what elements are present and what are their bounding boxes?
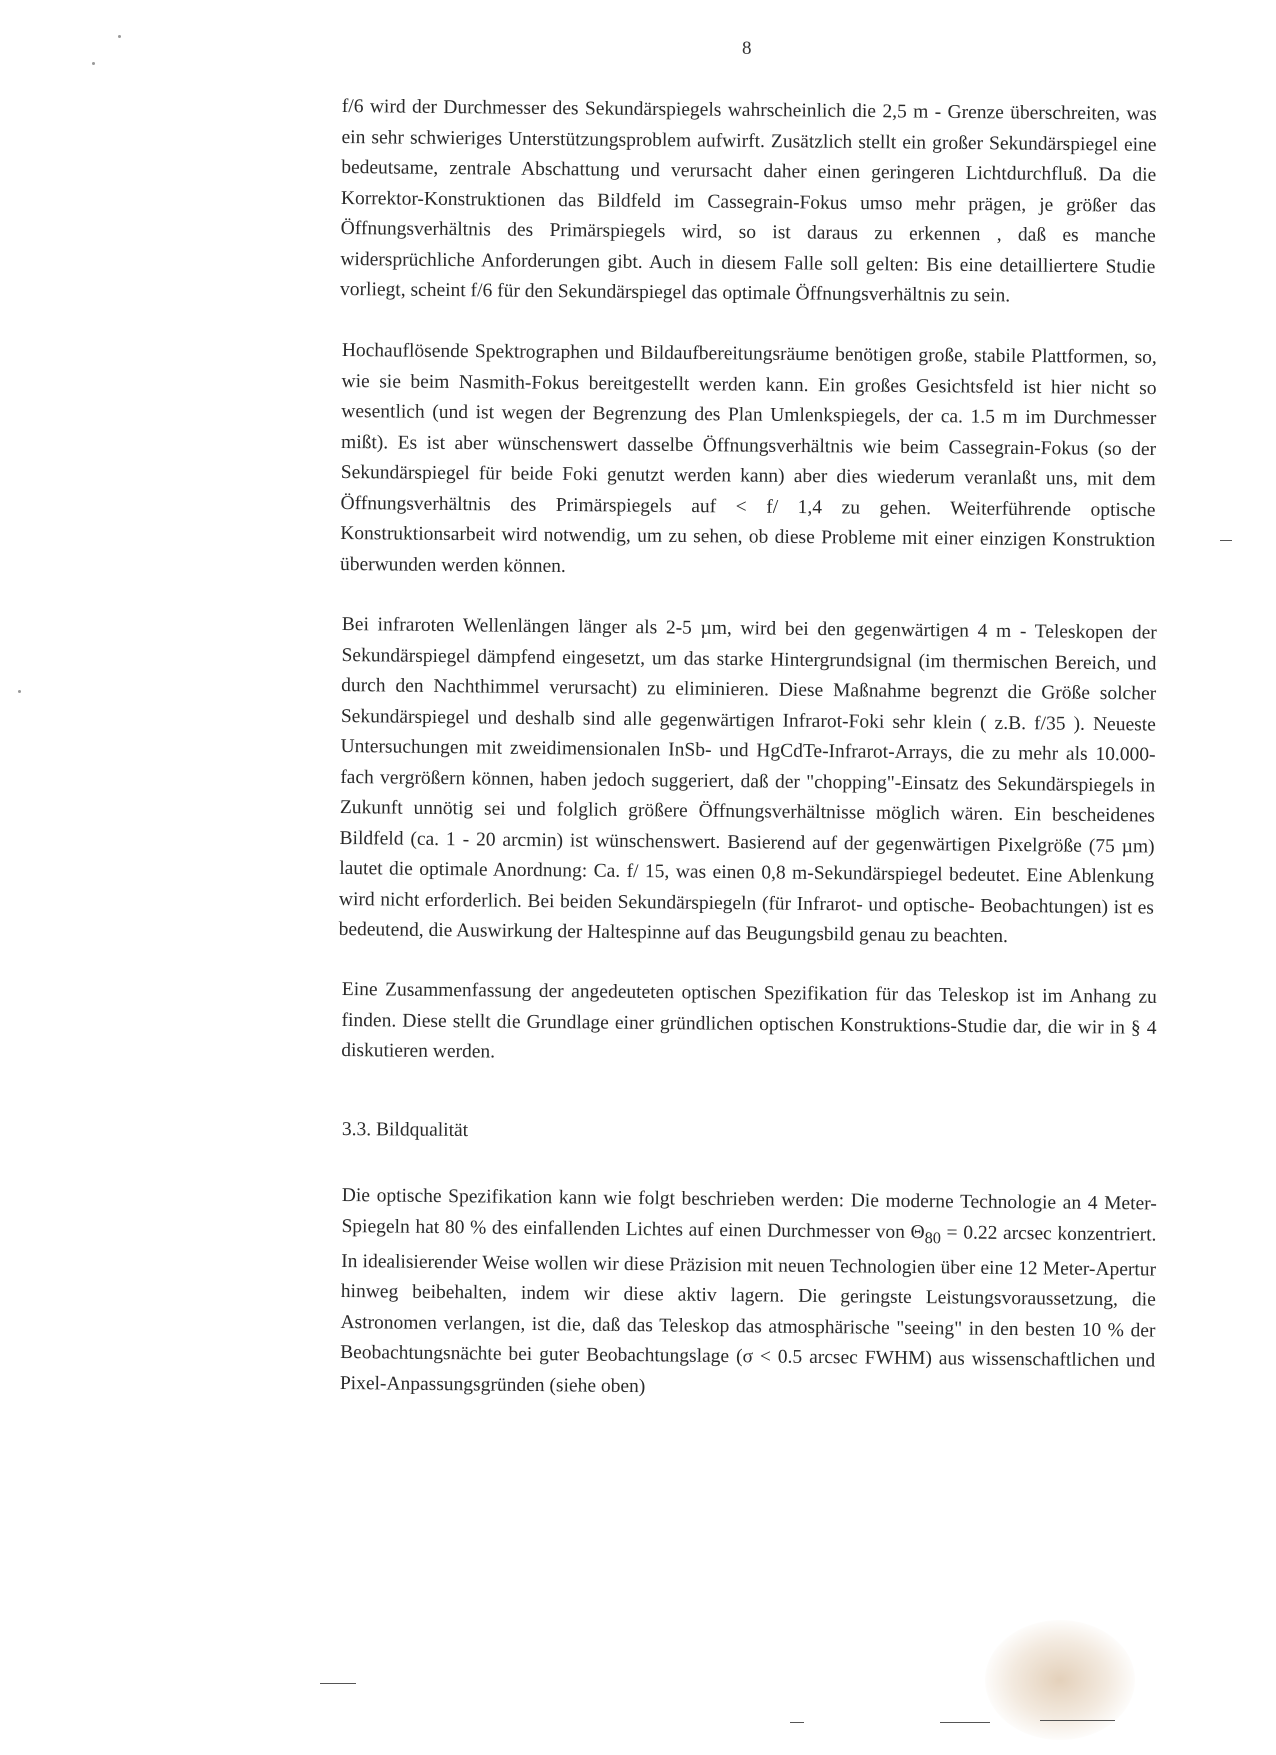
scan-mark (320, 1683, 356, 1684)
scan-mark (1040, 1720, 1115, 1721)
paragraph-nasmith: Hochauflösende Spektrographen und Bildaufbereitungsräume benötigen große, stabile Plattformen, so, wie sie beim Nasmith-Fokus bereitgestellt werden kann. Ein großes Gesichtsfeld ist hier nicht so wesentlich (und ist wegen der Begrenzung des Plan Umlenkspiegels, der ca. 1.5 m im Durchmesser mißt). Es ist aber wünschenswert dasselbe Öffnungsverhältnis wie beim Cassegrain-Fokus (so der Sekundärspiegel für beide Foki genutzt werden kann) aber dies wiederum veranlaßt uns, mit dem Öffnungsverhältnis des Primärspiegels auf < f/ 1,4 zu gehen. Weiterführende optische Konstruktionsarbeit wird notwendig, um zu sehen, ob diese Probleme mit einer einzigen Konstruktion überwunden werden können. (339, 339, 1157, 576)
paragraph-summary: Eine Zusammenfassung der angedeuteten optischen Spezifikation für das Teleskop ist im Anhang zu finden. Diese stellt die Grundlage einer gründlichen optischen Konstruktions-Studie dar, die wir in § 4 diskutieren werden. (341, 978, 1157, 1063)
scan-speck (92, 62, 95, 65)
paragraph-text-start: Die optische Spezifikation kann wie folgt beschrieben werden: Die moderne Technologie an 4 Meter-Spiegeln hat 80 % des einfallenden Lichtes auf einen Durchmesser von (341, 1184, 1157, 1242)
scan-speck (118, 35, 121, 38)
theta-symbol: Θ (910, 1220, 925, 1243)
scan-speck (18, 690, 21, 693)
scan-mark (940, 1722, 990, 1723)
paragraph-text-end: = 0.22 arcsec konzentriert. In idealisierender Weise wollen wir diese Präzision mit neuen Technologien über eine 12 Meter-Apertur hinweg beibehalten, indem wir diese aktiv lagern. Die geringste Leistungsvoraussetzung, die Astronomen verlangen, ist die, daß das Teleskop das atmosphärische "seeing" in den besten 10 % der Beobachtungsnächte bei guter Beobachtungslage (σ < 0.5 arcsec FWHM) aus wissenschaftlichen und Pixel-Anpassungsgründen (siehe oben) (339, 1221, 1157, 1397)
page-number: 8 (742, 38, 752, 59)
section-heading: 3.3. Bildqualität (341, 1118, 469, 1141)
document-body (338, 92, 1157, 1429)
scan-mark (1220, 540, 1232, 541)
paragraph-image-quality (340, 1181, 1157, 1408)
paper-stain (985, 1620, 1135, 1740)
scan-mark (790, 1722, 804, 1723)
paragraph-cassegrain: f/6 wird der Durchmesser des Sekundärspiegels wahrscheinlich die 2,5 m - Grenze überschreiten, was ein sehr schwieriges Unterstützungsproblem aufwirft. Zusätzlich stellt ein großer Sekundärspiegel eine bedeutsame, zentrale Abschattung und verursacht daher einen geringeren Lichtdurchfluß. Da die Korrektor-Konstruktionen das Bildfeld im Cassegrain-Fokus umso mehr prägen, je größer das Öffnungsverhältnis des Primärspiegels wird, so ist daraus zu erkennen , daß es manche widersprüchliche Anforderungen gibt. Auch in diesem Falle soll gelten: Bis eine detailliertere Studie vorliegt, scheint f/6 für den Sekundärspiegel das optimale Öffnungsverhältnis zu sein. (340, 95, 1157, 307)
paragraph-infrared: Bei infraroten Wellenlängen länger als 2-5 µm, wird bei den gegenwärtigen 4 m - Teleskopen der Sekundärspiegel dämpfend eingesetzt, um das starke Hintergrundsignal (im thermischen Bereich, und durch den Nachthimmel verursacht) zu eliminieren. Diese Maßnahme begrenzt die Größe solcher Sekundärspiegel und deshalb sind alle gegenwärtigen Infrarot-Foki sehr klein ( z.B. f/35 ). Neueste Untersuchungen mit zweidimensionalen InSb- und HgCdTe-Infrarot-Arrays, die zu mehr als 10.000-fach vergrößern können, haben jedoch suggeriert, daß der "chopping"-Einsatz des Sekundärspiegels in Zukunft unnötig sei und folglich größere Öffnungsverhältnisse möglich wären. Ein bescheidenes Bildfeld (ca. 1 - 20 arcmin) ist wünschenswert. Basierend auf der gegenwärtigen Pixelgröße (75 µm) lautet die optimale Anordnung: Ca. f/ 15, was einen 0,8 m-Sekundärspiegel bedeutet. Eine Ablenkung wird nicht erforderlich. Bei beiden Sekundärspiegeln (für Infrarot- und optische- Beobachtungen) ist es bedeutend, die Auswirkung der Haltespinne auf das Beugungsbild genau zu beachten. (338, 613, 1157, 947)
theta-subscript: 80 (924, 1227, 941, 1247)
